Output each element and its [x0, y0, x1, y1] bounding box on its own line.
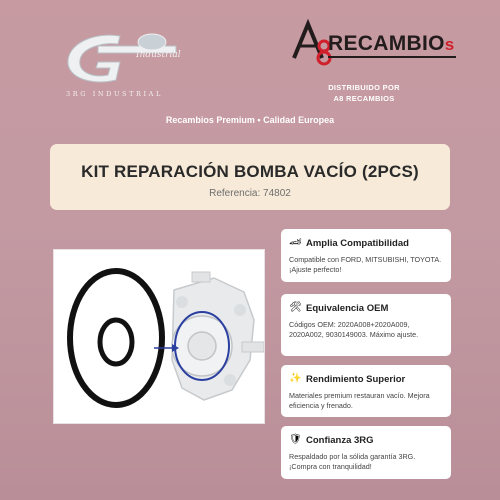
- product-title: KIT REPARACIÓN BOMBA VACÍO (2PCS): [81, 162, 419, 181]
- product-image: [53, 249, 265, 424]
- product-title-card: [50, 144, 450, 210]
- feature-title: Rendimiento Superior: [306, 373, 406, 385]
- vacuum-pump-kit-illustration: [54, 250, 265, 424]
- feature-title: Ampli​a Compatibilidad: [306, 237, 409, 249]
- sparkles-icon: ✨: [289, 373, 302, 384]
- feature-description: Materiales premium restauran vacío. Mejora eficiencia y frenado.: [289, 391, 430, 410]
- feature-description: Códigos OEM: 2020A008+2020A009, 2020A002, 9030149003. Máximo ajuste.: [289, 320, 419, 339]
- distributed-line-1: DISTRIBUIDO POR: [328, 83, 400, 92]
- car-icon: 🏎: [289, 237, 302, 248]
- shield-icon: 🛡: [289, 434, 302, 445]
- a8-recambios-logo: [286, 14, 456, 74]
- tools-icon: 🛠: [289, 302, 302, 313]
- brand-name: [328, 32, 455, 56]
- logo-subtitle: 3RG INDUSTRIAL: [66, 90, 163, 98]
- feature-card-trust: [281, 426, 451, 479]
- tagline: Recambios Premium • Calidad Europea: [165, 115, 335, 125]
- brand-main: RECAMBIO: [328, 32, 445, 55]
- feature-card-oem: [281, 294, 451, 356]
- feature-title: Confianza 3RG: [306, 434, 374, 446]
- product-reference: Referencia: 74802: [209, 188, 291, 199]
- feature-card-performance: [281, 365, 451, 417]
- feature-description: Respaldado por la sólida garantía 3RG. ¡Compra con tranquilidad!: [289, 452, 416, 471]
- feature-card-compatibility: [281, 229, 451, 282]
- distributed-by: [314, 82, 414, 104]
- logo-script-text: Industrial: [136, 50, 181, 60]
- brand-underline: [328, 56, 456, 58]
- brand-tail: s: [444, 35, 455, 54]
- feature-description: Compatible con FORD, MITSUBISHI, TOYOTA. ¡Ajuste perfecto!: [289, 255, 442, 274]
- feature-title: Equivalencia OEM: [306, 302, 389, 314]
- distributed-line-2: A8 RECAMBIOS: [333, 94, 395, 103]
- 3rg-logo: [58, 28, 188, 98]
